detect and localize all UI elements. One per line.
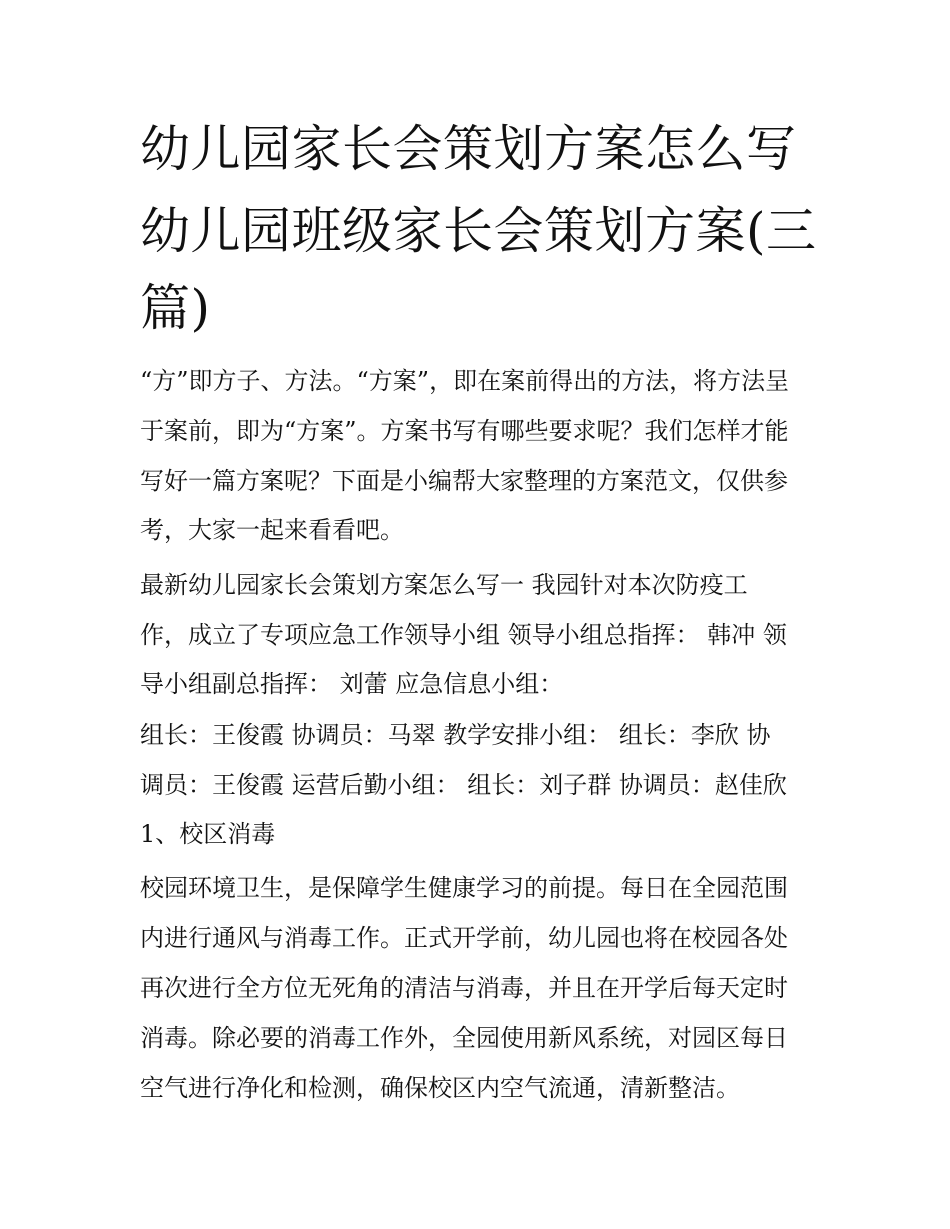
- intro-line-2: 于案前，即为“方案”。方案书写有哪些要求呢？我们怎样才能: [140, 417, 789, 445]
- intro-line-3: 写好一篇方案呢？下面是小编帮大家整理的方案范文，仅供参: [140, 467, 788, 495]
- title-line-2: 幼儿园班级家长会策划方案(三: [140, 202, 817, 260]
- section2-line-2: 调员：王俊霞 运营后勤小组： 组长：刘子群 协调员：赵佳欣: [140, 771, 787, 799]
- intro-line-4: 考，大家一起来看看吧。: [140, 516, 404, 544]
- intro-line-1: “方”即方子、方法。“方案”，即在案前得出的方法，将方法呈: [140, 367, 790, 395]
- section3-line-5: 空气进行净化和检测，确保校区内空气流通，清新整洁。: [140, 1074, 740, 1102]
- section1-line-1: 最新幼儿园家长会策划方案怎么写一 我园针对本次防疫工: [140, 571, 748, 599]
- heading-school-disinfection: 1、校区消毒: [140, 820, 276, 848]
- section3-line-2: 内进行通风与消毒工作。正式开学前，幼儿园也将在校园各处: [140, 924, 788, 952]
- section1-line-3: 导小组副总指挥： 刘蕾 应急信息小组：: [140, 670, 564, 698]
- section3-line-1: 校园环境卫生，是保障学生健康学习的前提。每日在全园范围: [140, 874, 788, 902]
- section3-line-3: 再次进行全方位无死角的清洁与消毒，并且在开学后每天定时: [140, 974, 788, 1002]
- title-line-3: 篇): [140, 279, 211, 337]
- section2-line-1: 组长：王俊霞 协调员：马翠 教学安排小组： 组长：李欣 协: [140, 721, 771, 749]
- title-line-1: 幼儿园家长会策划方案怎么写: [140, 120, 797, 178]
- section1-line-2: 作，成立了专项应急工作领导小组 领导小组总指挥： 韩冲 领: [140, 621, 787, 649]
- section3-line-4: 消毒。除必要的消毒工作外，全园使用新风系统，对园区每日: [140, 1024, 788, 1052]
